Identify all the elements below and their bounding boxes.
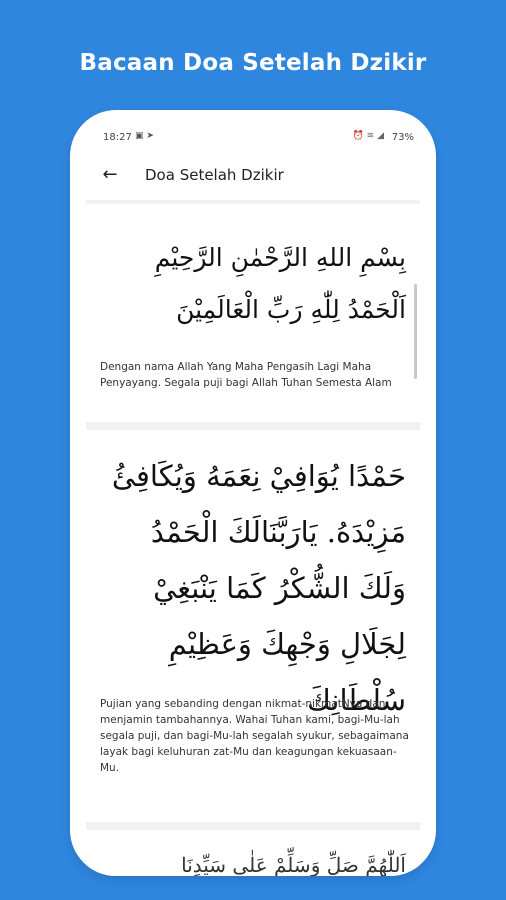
signal-icons: ⏰ ≋ ◢ — [352, 131, 384, 141]
promo-title: Bacaan Doa Setelah Dzikir — [79, 50, 427, 76]
dua-card — [86, 204, 420, 422]
dua-card — [86, 430, 420, 822]
status-bar — [86, 126, 420, 150]
scrollbar[interactable] — [414, 284, 417, 379]
phone-frame — [70, 110, 436, 876]
dua-arabic-text: اَللّٰهُمَّ صَلِّ وَسَلِّمْ عَلٰى سَيِّدِنَا — [181, 853, 406, 876]
notification-icons: ▣ ➤ — [135, 131, 154, 141]
app-screen — [86, 126, 420, 876]
app-bar — [86, 150, 420, 200]
back-arrow-icon[interactable]: ← — [102, 164, 118, 185]
dua-arabic-text: بِسْمِ اللهِ الرَّحْمٰنِ الرَّحِيْمِ اَلْحَمْدُ لِلّٰهِ رَبِّ الْعَالَمِيْنَ — [154, 243, 406, 324]
status-time: 18:27 — [103, 132, 132, 143]
dua-list[interactable] — [86, 204, 420, 876]
dua-translation: Dengan nama Allah Yang Maha Pengasih Lagi Maha Penyayang. Segala puji bagi Allah Tuhan Semesta Alam — [100, 361, 392, 389]
battery-level: 73% — [391, 132, 414, 143]
page-title: Doa Setelah Dzikir — [145, 166, 284, 184]
dua-arabic-text: حَمْدًا يُوَافِيْ نِعَمَهُ وَيُكَافِئُ مَزِيْدَهُ. يَارَبَّنَالَكَ الْحَمْدُ وَلَكَ الشُّكْرُ كَمَا يَنْبَغِيْ لِجَلَالِ وَجْهِكَ وَعَظِيْمِ سُلْطَانِكَ — [111, 459, 406, 717]
dua-translation: Pujian yang sebanding dengan nikmat-nikmatNya dan menjamin tambahannya. Wahai Tuhan kami, bagi-Mu-lah segala puji, dan bagi-Mu-lah segalah syukur, sebagaimana layak bagi keluhuran zat-Mu dan keagungan kekuasaan-Mu. — [100, 698, 409, 774]
dua-card — [86, 830, 420, 876]
